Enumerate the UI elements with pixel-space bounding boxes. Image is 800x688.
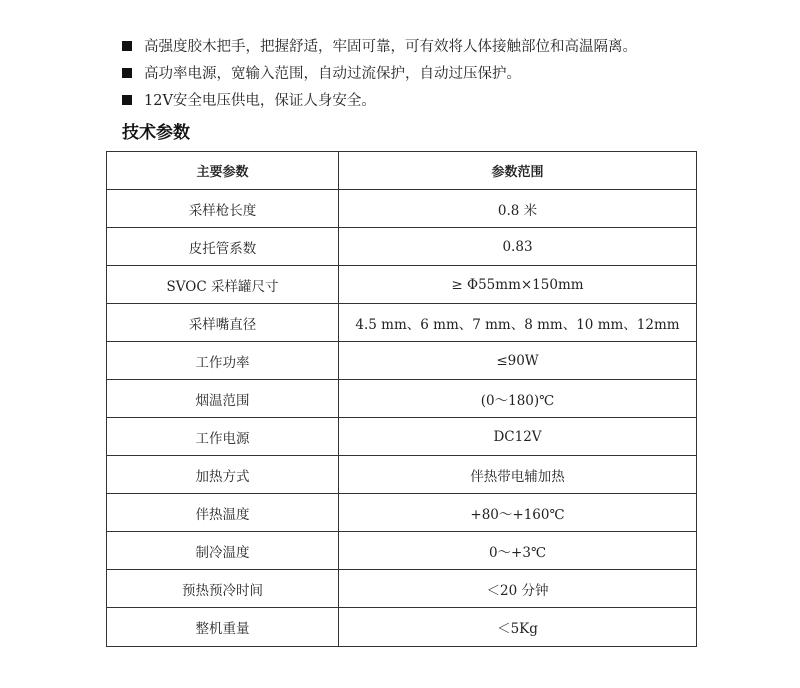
header-parameter-range: 参数范围 — [339, 152, 697, 190]
table-row — [107, 570, 697, 608]
parameter-value: 伴热带电辅加热 — [339, 456, 697, 494]
feature-item — [122, 59, 782, 86]
parameter-name: 工作功率 — [107, 342, 339, 380]
parameter-value: 4.5 mm、6 mm、7 mm、8 mm、10 mm、12mm — [339, 304, 697, 342]
feature-item — [122, 32, 782, 59]
table-row — [107, 456, 697, 494]
table-row — [107, 608, 697, 647]
parameter-value: ≥ Φ55mm×150mm — [339, 266, 697, 304]
parameter-value: 0.83 — [339, 228, 697, 266]
parameter-name: SVOC 采样罐尺寸 — [107, 266, 339, 304]
feature-text: 12V安全电压供电，保证人身安全。 — [144, 93, 376, 109]
parameter-value: ＜20 分钟 — [339, 570, 697, 608]
parameter-value: ＜5Kg — [339, 608, 697, 647]
section-title: 技术参数 — [122, 123, 190, 143]
parameter-name: 烟温范围 — [107, 380, 339, 418]
parameter-value: ≤90W — [339, 342, 697, 380]
parameter-value: 0.8 米 — [339, 190, 697, 228]
table-row — [107, 418, 697, 456]
table-row — [107, 266, 697, 304]
parameter-value: 0～+3℃ — [339, 532, 697, 570]
parameter-name: 伴热温度 — [107, 494, 339, 532]
parameter-name: 预热预冷时间 — [107, 570, 339, 608]
parameter-value: DC12V — [339, 418, 697, 456]
square-bullet-icon — [122, 95, 132, 105]
parameter-value: +80～+160℃ — [339, 494, 697, 532]
feature-list — [122, 32, 782, 113]
parameter-name: 整机重量 — [107, 608, 339, 647]
parameter-name: 采样枪长度 — [107, 190, 339, 228]
table-row — [107, 380, 697, 418]
parameter-name: 皮托管系数 — [107, 228, 339, 266]
feature-item — [122, 86, 782, 113]
table-header-row — [107, 152, 697, 190]
parameter-name: 制冷温度 — [107, 532, 339, 570]
square-bullet-icon — [122, 68, 132, 78]
table-row — [107, 342, 697, 380]
table-row — [107, 532, 697, 570]
parameter-name: 工作电源 — [107, 418, 339, 456]
table-row — [107, 228, 697, 266]
table-row — [107, 494, 697, 532]
parameter-name: 加热方式 — [107, 456, 339, 494]
feature-text: 高强度胶木把手，把握舒适，牢固可靠，可有效将人体接触部位和高温隔离。 — [144, 39, 637, 55]
feature-text: 高功率电源，宽输入范围，自动过流保护，自动过压保护。 — [144, 66, 521, 82]
parameter-name: 采样嘴直径 — [107, 304, 339, 342]
parameter-value: (0～180)℃ — [339, 380, 697, 418]
header-main-parameter: 主要参数 — [107, 152, 339, 190]
table-row — [107, 304, 697, 342]
square-bullet-icon — [122, 41, 132, 51]
table-row — [107, 190, 697, 228]
parameters-table — [106, 151, 697, 647]
